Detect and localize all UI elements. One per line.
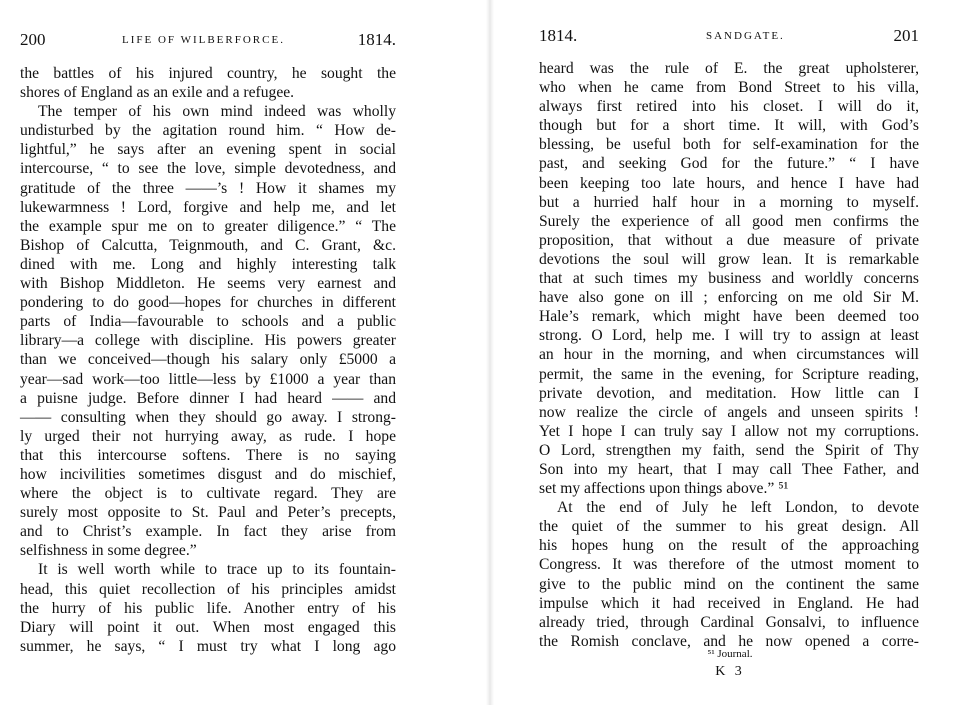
text-line: the battles of his injured country, he sought the (20, 65, 396, 82)
text-line: the hurry of his public life. Another entry of his (20, 599, 396, 617)
text-line: Yet I hope I can truly say I allow not my corruptions. (539, 422, 919, 440)
text-line: but a hurried half hour in a morning to myself. (539, 193, 919, 211)
text-line: who when he came from Bond Street to his villa, (539, 79, 919, 97)
text-line: set my affections upon things above.” ⁵¹ (539, 480, 789, 498)
text-line: the Romish conclave, and he now opened a corre- (539, 632, 919, 650)
text-line: library—a college with discipline. His powers greater (20, 332, 396, 350)
text-line: though but for a short time. It will, with God’s (539, 117, 919, 135)
text-line: At the end of July he left London, to devote (557, 499, 919, 517)
text-line: O Lord, strengthen my faith, send the Spirit of Thy (539, 441, 919, 459)
text-line: head, this quiet recollection of his principles amidst (20, 580, 396, 598)
text-line: year—sad work—too little—less by £1000 a year than (20, 370, 396, 388)
text-line: his hopes hung on the result of the approaching (539, 537, 919, 555)
text-line: Son into my heart, that I may call Thee Father, and (539, 460, 919, 478)
text-line: than we conceived—though his salary only £5000 a (20, 351, 396, 369)
text-line: proposition, that without a due measure of private (539, 231, 919, 249)
text-line: Hale’s remark, which might have been deemed too (539, 308, 919, 326)
text-line: have also gone on ill ; enforcing on me old Sir M. (539, 289, 919, 307)
right-page-header (539, 26, 919, 46)
text-line: private devotion, and meditation. How little can I (539, 384, 919, 402)
text-line: dined with me. Long and highly interesting talk (20, 255, 396, 273)
left-year: 1814. (357, 30, 396, 49)
text-line: Diary will point it out. When most engaged this (20, 618, 396, 636)
left-running-head: LIFE OF WILBERFORCE. (122, 34, 285, 46)
text-line: undisturbed by the agitation round him. “ How de- (20, 122, 396, 140)
right-year: 1814. (539, 26, 578, 45)
left-body-text (20, 64, 396, 656)
text-line: Surely the experience of all good men confirms the (539, 212, 919, 230)
text-line: lightful,” he says after an evening spent in social (20, 141, 396, 159)
text-line: Bishop of Calcutta, Teignmouth, and C. Grant, &c. (20, 236, 396, 254)
text-line: It is well worth while to trace up to its fountain- (38, 561, 396, 579)
text-line: give to the public mind on the continent the same (539, 575, 919, 593)
text-line: that this intercourse softens. There is no saying (20, 446, 396, 464)
text-line: intercourse, “ to see the love, simple devotedness, and (20, 160, 396, 178)
text-line: been keeping too late hours, and hence I have had (539, 174, 919, 192)
text-line: blessing, be useful both for self-examination for the (539, 136, 919, 154)
text-line: the example spur me on to greater diligence.” “ The (20, 217, 396, 235)
text-line: past, and seeking God for the future.” “ I have (539, 155, 919, 173)
text-line: permit, the same in the evening, for Scripture reading, (539, 365, 919, 383)
text-line: selfishness in some degree.” (20, 542, 197, 560)
right-page-number: 201 (893, 26, 919, 45)
text-line: always first retired into his closet. I will do it, (539, 98, 919, 116)
text-line: Congress. It was therefore of the utmost moment to (539, 556, 919, 574)
left-page-number: 200 (20, 30, 46, 49)
text-line: lukewarmness ! Lord, forgive and help me, and let (20, 198, 396, 216)
text-line: heard was the rule of E. the great upholsterer, (539, 60, 919, 77)
text-line: now realize the circle of angels and unseen spirits ! (539, 403, 919, 421)
text-line: —— consulting when they should go away. I strong- (20, 408, 396, 426)
text-line: gratitude of the three ——’s ! How it shames my (20, 179, 396, 197)
text-line: shores of England as an exile and a refugee. (20, 84, 295, 102)
text-line: summer, he says, “ I must try what I long ago (20, 637, 396, 655)
footnote: ⁵¹ Journal. (707, 648, 753, 660)
text-line: how incivilities sometimes disgust and do mischief, (20, 465, 396, 483)
text-line: and to Christ’s example. In fact they arise from (20, 523, 396, 541)
text-line: the quiet of the summer to his great design. All (539, 518, 919, 536)
text-line: where the object is to cultivate regard. They are (20, 485, 396, 503)
text-line: with Bishop Middleton. He seems very earnest and (20, 275, 396, 293)
left-page-header (20, 30, 396, 50)
right-page (490, 0, 980, 705)
text-line: a puisne judge. Before dinner I had heard —— and (20, 389, 396, 407)
text-line: The temper of his own mind indeed was wholly (38, 103, 396, 121)
text-line: pondering to do good—hopes for churches in different (20, 294, 396, 312)
text-line: an hour in the morning, and when circumstances will (539, 346, 919, 364)
right-running-head: SANDGATE. (706, 30, 785, 42)
text-line: devotions the soul will grow lean. It is remarkable (539, 250, 919, 268)
signature-mark: K 3 (715, 664, 745, 679)
text-line: impulse which it had received in England. He had (539, 594, 919, 612)
text-line: already tried, through Cardinal Gonsalvi, to influence (539, 613, 919, 631)
text-line: strong. O Lord, help me. I will try to assign at least (539, 327, 919, 345)
text-line: parts of India—favourable to schools and a public (20, 313, 396, 331)
text-line: surely most opposite to St. Paul and Peter’s precepts, (20, 504, 396, 522)
text-line: ly urged their not hurrying away, as rude. I hope (20, 427, 396, 445)
text-line: that at such times my business and worldly concerns (539, 270, 919, 288)
right-body-text (539, 59, 919, 651)
